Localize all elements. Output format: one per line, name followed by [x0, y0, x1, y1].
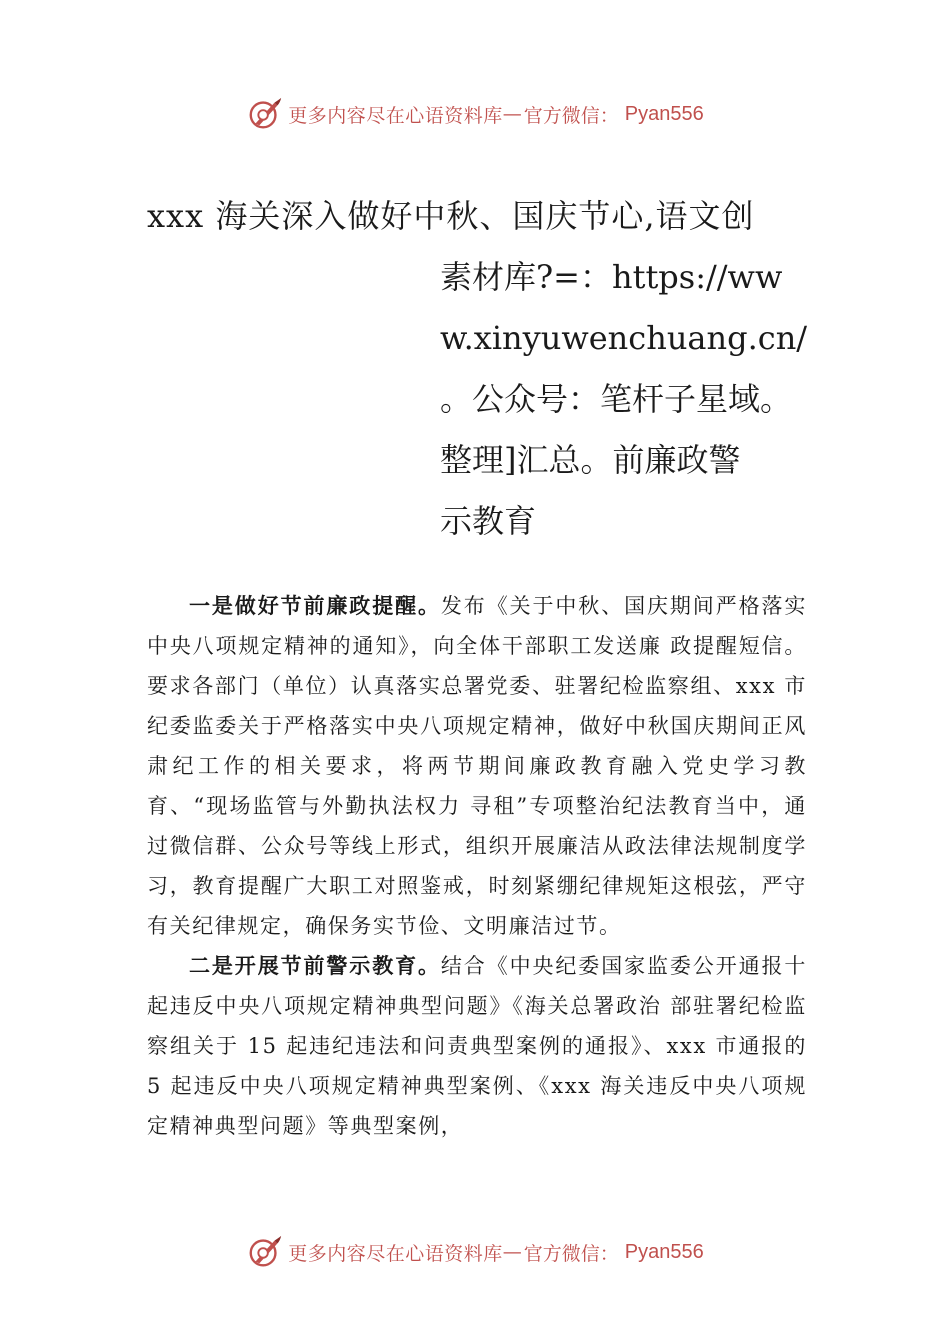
document-body — [147, 586, 807, 1146]
title-line-3: w.xinyuwenchuang.cn/ — [440, 319, 808, 357]
paragraph-2-lead: 二是开展节前警示教育。 — [189, 953, 441, 978]
paragraph-2 — [147, 946, 807, 1146]
banner-wechat-id: Pyan556 — [624, 102, 704, 125]
document-title — [147, 186, 827, 552]
banner-wechat-id: Pyan556 — [624, 1240, 704, 1263]
title-line-4: 。公众号：笔杆子星域。 — [440, 380, 793, 418]
paragraph-1-text: 发布《关于中秋、国庆期间严格落实中央八项规定精神的通知》，向全体干部职工发送廉 政提醒短信。要求各部门（单位）认真落实总署党委、驻署纪检监察组、xxx 市纪委监委关于严格落实中央八项规定精神，做好中秋国庆期间正风肃纪工作的相关要求，将两节期间廉政教育融入党史学习教育、“现场监管与外勤执法权力 寻租”专项整治纪法教育当中，通过微信群、公众号等线上形式，组织开展廉洁从政法律法规制度学习，教育提醒广大职工对照鉴戒，时刻紧绷纪律规矩这根弦，严守有关纪律规定，确保务实节俭、文明廉洁过节。 — [147, 594, 807, 938]
quill-logo-icon — [246, 95, 284, 133]
title-line-2: 素材库?=：https://ww — [440, 258, 783, 296]
header-watermark-banner — [0, 94, 950, 134]
banner-text: 更多内容尽在心语资料库 — [288, 1242, 503, 1265]
banner-wechat-label: 官方微信： — [523, 1242, 619, 1265]
paragraph-1 — [147, 586, 807, 946]
footer-watermark-banner — [0, 1232, 950, 1272]
banner-wechat-label: 官方微信： — [523, 104, 619, 127]
paragraph-1-lead: 一是做好节前廉政提醒。 — [189, 593, 441, 618]
title-line-5: 整理]汇总。前廉政警 — [440, 441, 741, 479]
quill-logo-icon — [246, 1233, 284, 1271]
title-line-6: 示教育 — [440, 502, 537, 540]
paragraph-2-text: 结合《中央纪委国家监委公开通报十起违反中央八项规定精神典型问题》《海关总署政治 部驻署纪检监察组关于 15 起违纪违法和问责典型案例的通报》、xxx 市通报的 5 起违反中央八项规定精神典型案例、《xxx 海关违反中央八项规定精神典型问题》等典型案例， — [147, 954, 807, 1138]
banner-separator: — — [502, 103, 522, 125]
banner-separator: — — [502, 1241, 522, 1263]
title-line-1: xxx 海关深入做好中秋、国庆节心,语文创 — [147, 197, 755, 235]
banner-text: 更多内容尽在心语资料库 — [288, 104, 503, 127]
